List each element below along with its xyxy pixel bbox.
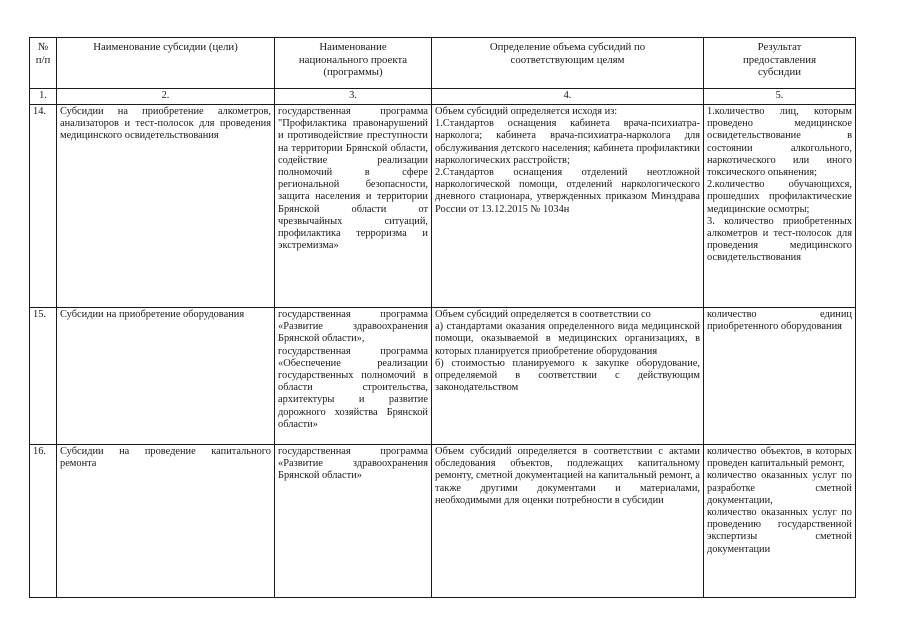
subsidy-name: Субсидии на проведение капитального ремонта	[57, 445, 275, 598]
subsidy-name: Субсидии на приобретение оборудования	[57, 308, 275, 445]
national-project: государственная программа «Развитие здравоохранения Брянской области»	[275, 445, 432, 598]
subsidy-result: 1.количество лиц, которым проведено медицинское освидетельствование в состоянии алкогольного, наркотического или иного токсического опьянения; 2.количество обучающихся, прошедших профилактические медицинские осмотры; 3. количество приобретенных алкометров и тест-полосок для проведения медицинского освидетельствования	[704, 105, 856, 308]
header-result: Результат предоставления субсидии	[704, 38, 856, 89]
subsidy-name: Субсидии на приобретение алкометров, анализаторов и тест-полосок для проведения медицинского освидетельствования	[57, 105, 275, 308]
row-number: 15.	[30, 308, 57, 445]
table-row	[30, 445, 856, 598]
table-row	[30, 308, 856, 445]
column-number: 4.	[432, 89, 704, 105]
volume-definition: Объем субсидий определяется в соответствии с актами обследования объектов, подлежащих капитальному ремонту, сметной документацией на капитальный ремонт, а также другими документами и материалами, необходимыми для оценки потребности в субсидии	[432, 445, 704, 598]
volume-definition: Объем субсидий определяется в соответствии со а) стандартами оказания определенного вида медицинской помощи, оказываемой в медицинских организациях, в которых планируется приобретение оборудования б) стоимостью планируемого к закупке оборудование, определяемой в соответствии с действующим законодательством	[432, 308, 704, 445]
column-number: 2.	[57, 89, 275, 105]
column-number-row	[30, 89, 856, 105]
row-number: 16.	[30, 445, 57, 598]
subsidy-result: количество объектов, в которых проведен капитальный ремонт, количество оказанных услуг по разработке сметной документации, количество оказанных услуг по проведению государственной экспертизы сметной документации	[704, 445, 856, 598]
row-number: 14.	[30, 105, 57, 308]
subsidy-result: количество единиц приобретенного оборудования	[704, 308, 856, 445]
header-subsidy-name: Наименование субсидии (цели)	[57, 38, 275, 89]
subsidy-table	[29, 37, 856, 598]
table-header-row	[30, 38, 856, 89]
column-number: 1.	[30, 89, 57, 105]
header-volume-definition: Определение объема субсидий по соответствующим целям	[432, 38, 704, 89]
column-number: 3.	[275, 89, 432, 105]
volume-definition: Объем субсидий определяется исходя из: 1.Стандартов оснащения кабинета врача-психиатра-нарколога; кабинета врача-психиатра-нарколога для обслуживания детского населения; кабинета профилактики наркологических расстройств; 2.Стандартов оснащения отделений неотложной наркологической помощи, отделений наркологического дневного стационара, утвержденных приказом Минздрава России от 13.12.2015 № 1034н	[432, 105, 704, 308]
national-project: государственная программа "Профилактика правонарушений и противодействие преступности на территории Брянской области, содействие реализации полномочий в сфере региональной безопасности, защита населения и территории Брянской области от чрезвычайных ситуаций, профилактика терроризма и экстремизма»	[275, 105, 432, 308]
column-number: 5.	[704, 89, 856, 105]
header-national-project: Наименование национального проекта (программы)	[275, 38, 432, 89]
national-project: государственная программа «Развитие здравоохранения Брянской области», государственная программа «Обеспечение реализации государственных полномочий в области строительства, архитектуры и развитие дорожного хозяйства Брянской области»	[275, 308, 432, 445]
table-row	[30, 105, 856, 308]
header-number: № п/п	[30, 38, 57, 89]
